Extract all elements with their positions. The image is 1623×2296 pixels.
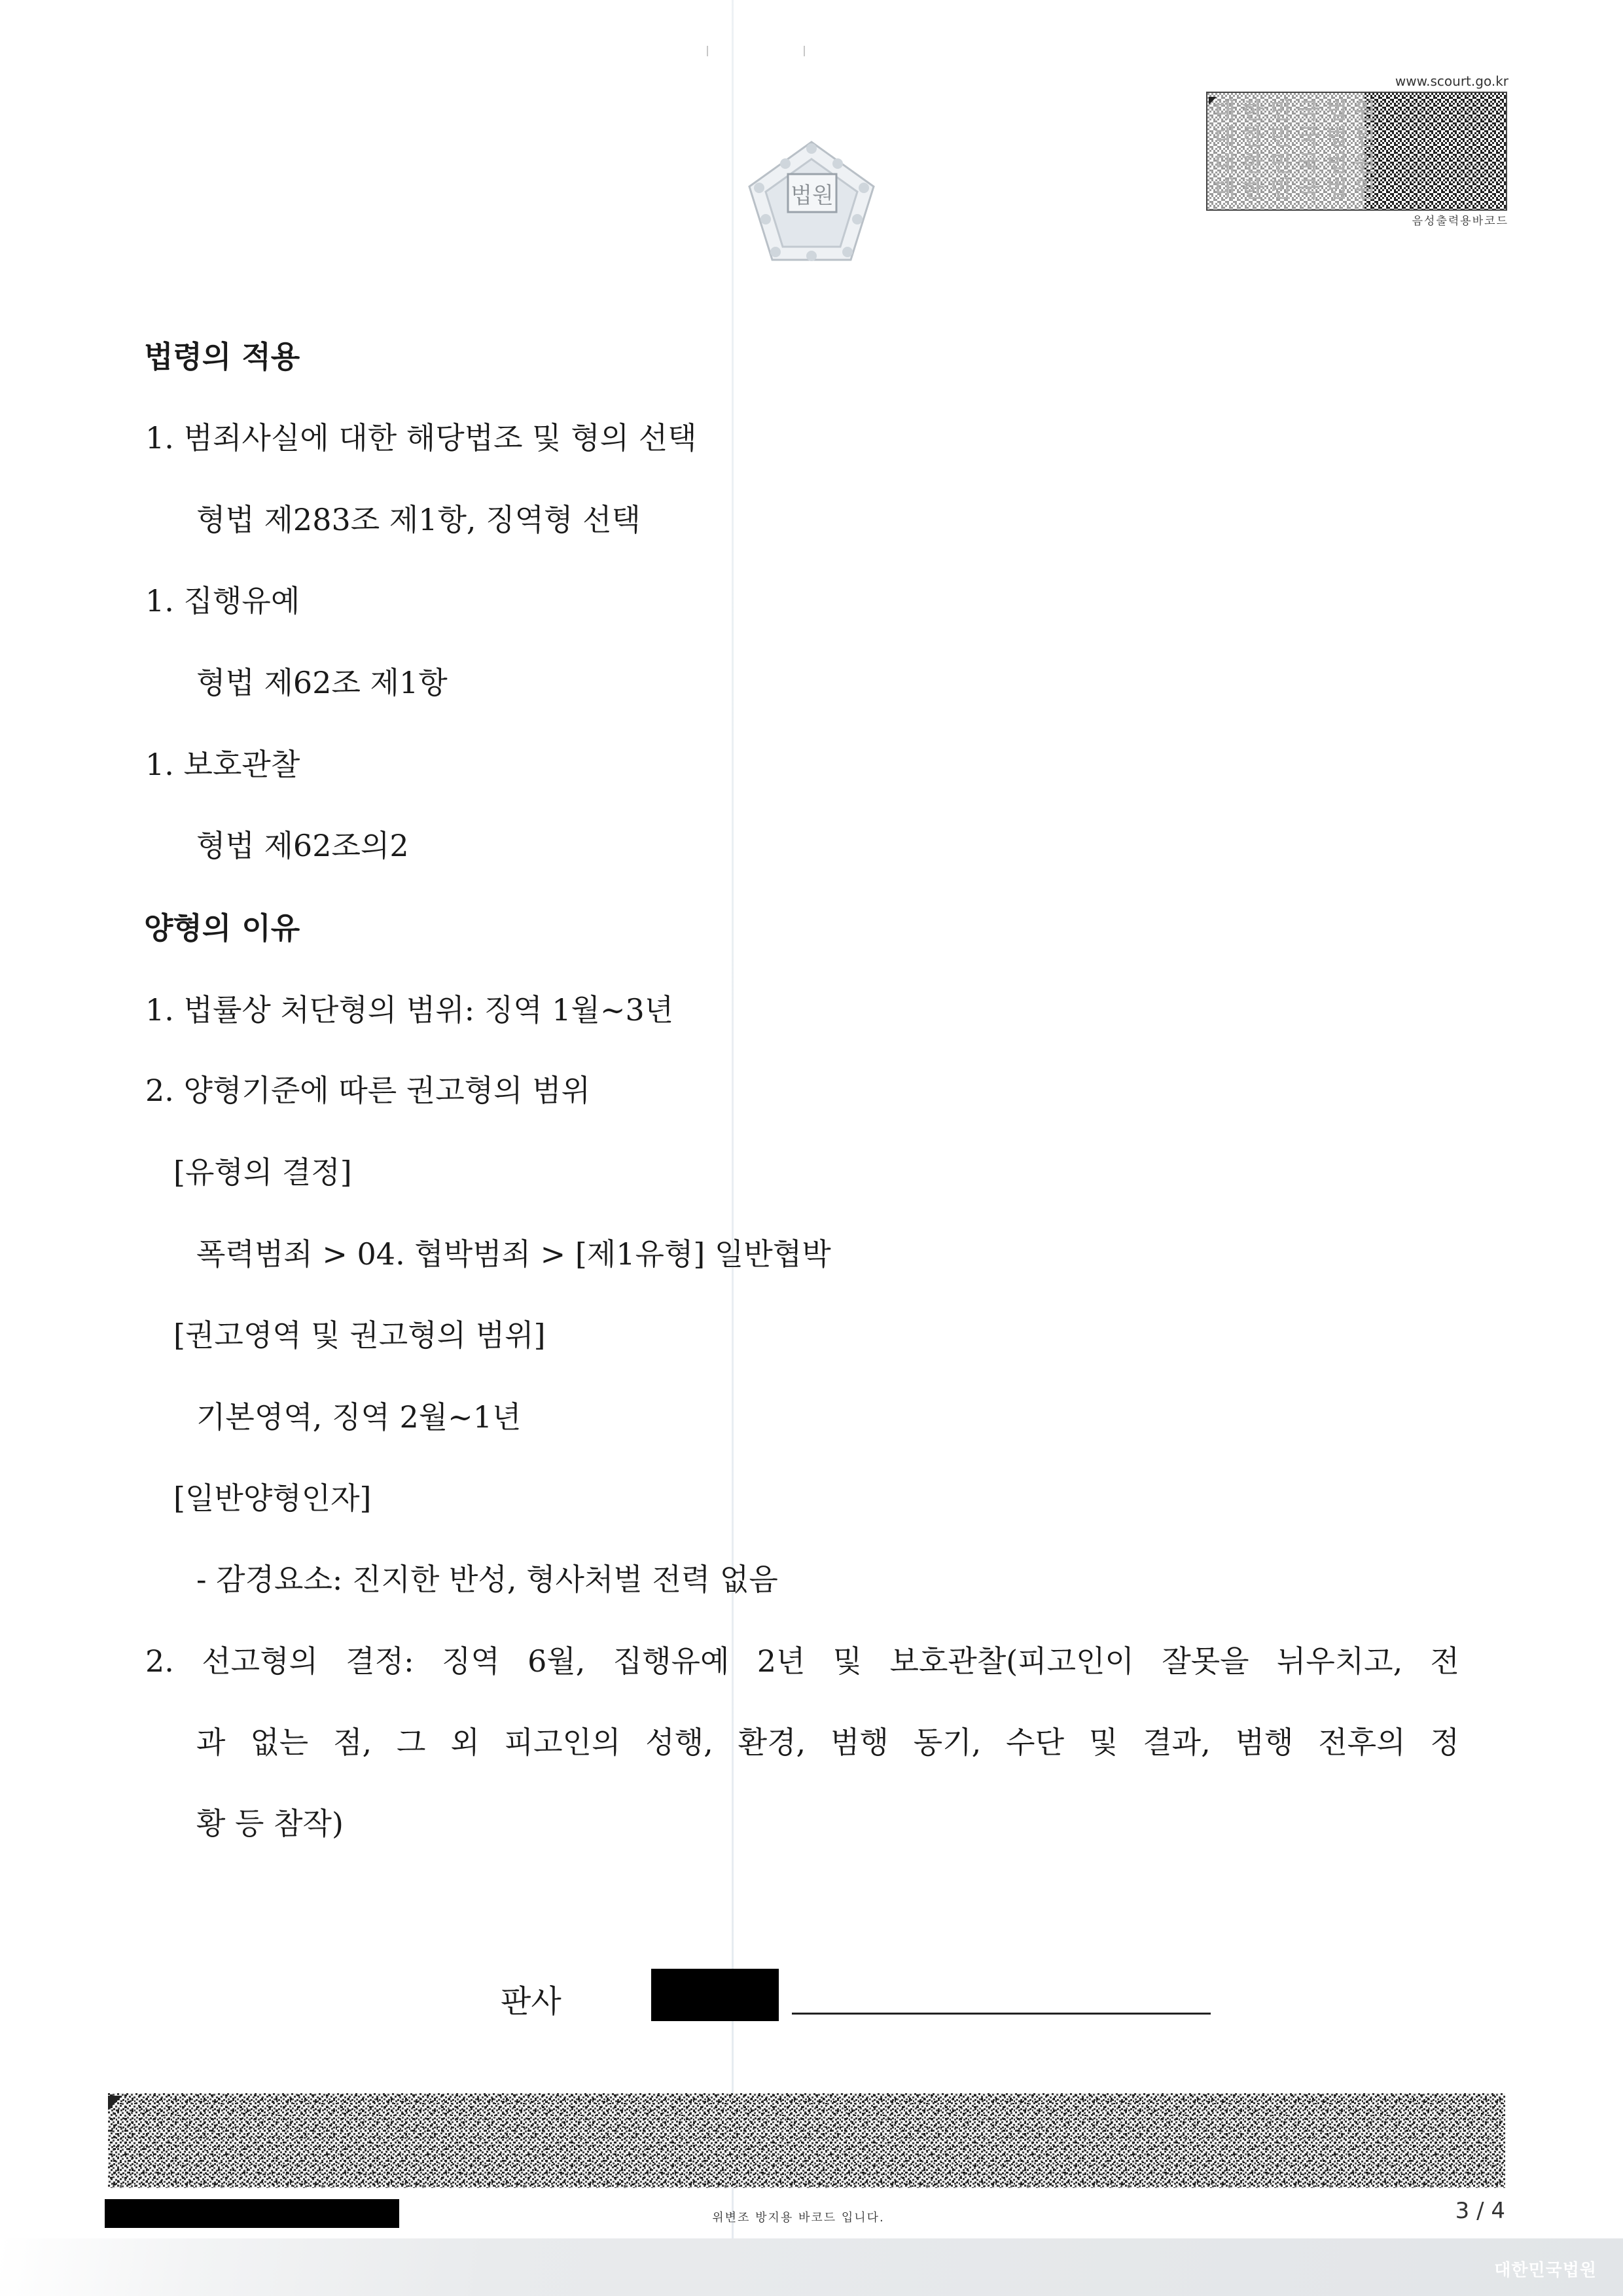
factor-heading: [일반양형인자] <box>173 1480 372 1516</box>
decision-line: 황 등 참작) <box>196 1806 344 1841</box>
qr-caption: 음성출력용바코드 <box>1412 215 1508 228</box>
law-item-label: 1. 범죄사실에 대한 해당법조 및 형의 선택 <box>145 420 697 456</box>
type-value: 폭력범죄 > 04. 협박범죄 > [제1유형] 일반협박 <box>196 1236 831 1272</box>
area-heading: [권고영역 및 권고형의 범위] <box>173 1318 546 1353</box>
law-item-detail: 형법 제283조 제1항, 징역형 선택 <box>196 502 641 537</box>
redacted-judge-name <box>651 1969 779 2021</box>
law-item-detail: 형법 제62조의2 <box>196 828 409 863</box>
section-sentencing-title: 양형의 이유 <box>144 910 300 946</box>
law-item-label: 1. 집행유예 <box>145 583 300 619</box>
scan-mark <box>804 46 805 56</box>
seal-text: 법원 <box>791 182 834 209</box>
judge-label: 판사 <box>501 1983 562 2020</box>
qr-url: www.scourt.go.kr <box>1395 73 1508 89</box>
scan-mark <box>707 46 708 56</box>
qr-watermark: 대한민국법원 대한민국법원 대한민국법원 대한민국법원 <box>1214 98 1383 203</box>
sentencing-range: 1. 법률상 처단형의 범위: 징역 1월∼3년 <box>145 992 674 1028</box>
page-number: 3 / 4 <box>1455 2198 1505 2224</box>
law-item-detail: 형법 제62조 제1항 <box>196 665 448 700</box>
barcode-caption: 위변조 방지용 바코드 입니다. <box>712 2211 885 2225</box>
guideline-title: 2. 양형기준에 따른 권고형의 범위 <box>145 1073 591 1108</box>
redacted-case-number <box>105 2199 399 2228</box>
voice-output-barcode <box>1206 92 1507 211</box>
decision-line: 과 없는 점, 그 외 피고인의 성행, 환경, 범행 동기, 수단 및 결과, 범행 전후의 정 <box>196 1725 1459 1760</box>
scan-fold-line <box>732 0 734 2296</box>
type-heading: [유형의 결정] <box>173 1155 352 1190</box>
court-mark: 대한민국법원 <box>1494 2261 1597 2280</box>
anti-forgery-barcode <box>108 2093 1505 2188</box>
footer-band <box>0 2238 1623 2296</box>
law-item-label: 1. 보호관찰 <box>145 747 300 782</box>
factor-value: - 감경요소: 진지한 반성, 형사처벌 전력 없음 <box>196 1562 778 1597</box>
section-law-title: 법령의 적용 <box>144 339 300 374</box>
decision-line: 2. 선고형의 결정: 징역 6월, 집행유예 2년 및 보호관찰(피고인이 잘못을 뉘우치고, 전 <box>145 1643 1459 1679</box>
area-value: 기본영역, 징역 2월∼1년 <box>196 1399 522 1435</box>
signature-line <box>792 2013 1211 2015</box>
